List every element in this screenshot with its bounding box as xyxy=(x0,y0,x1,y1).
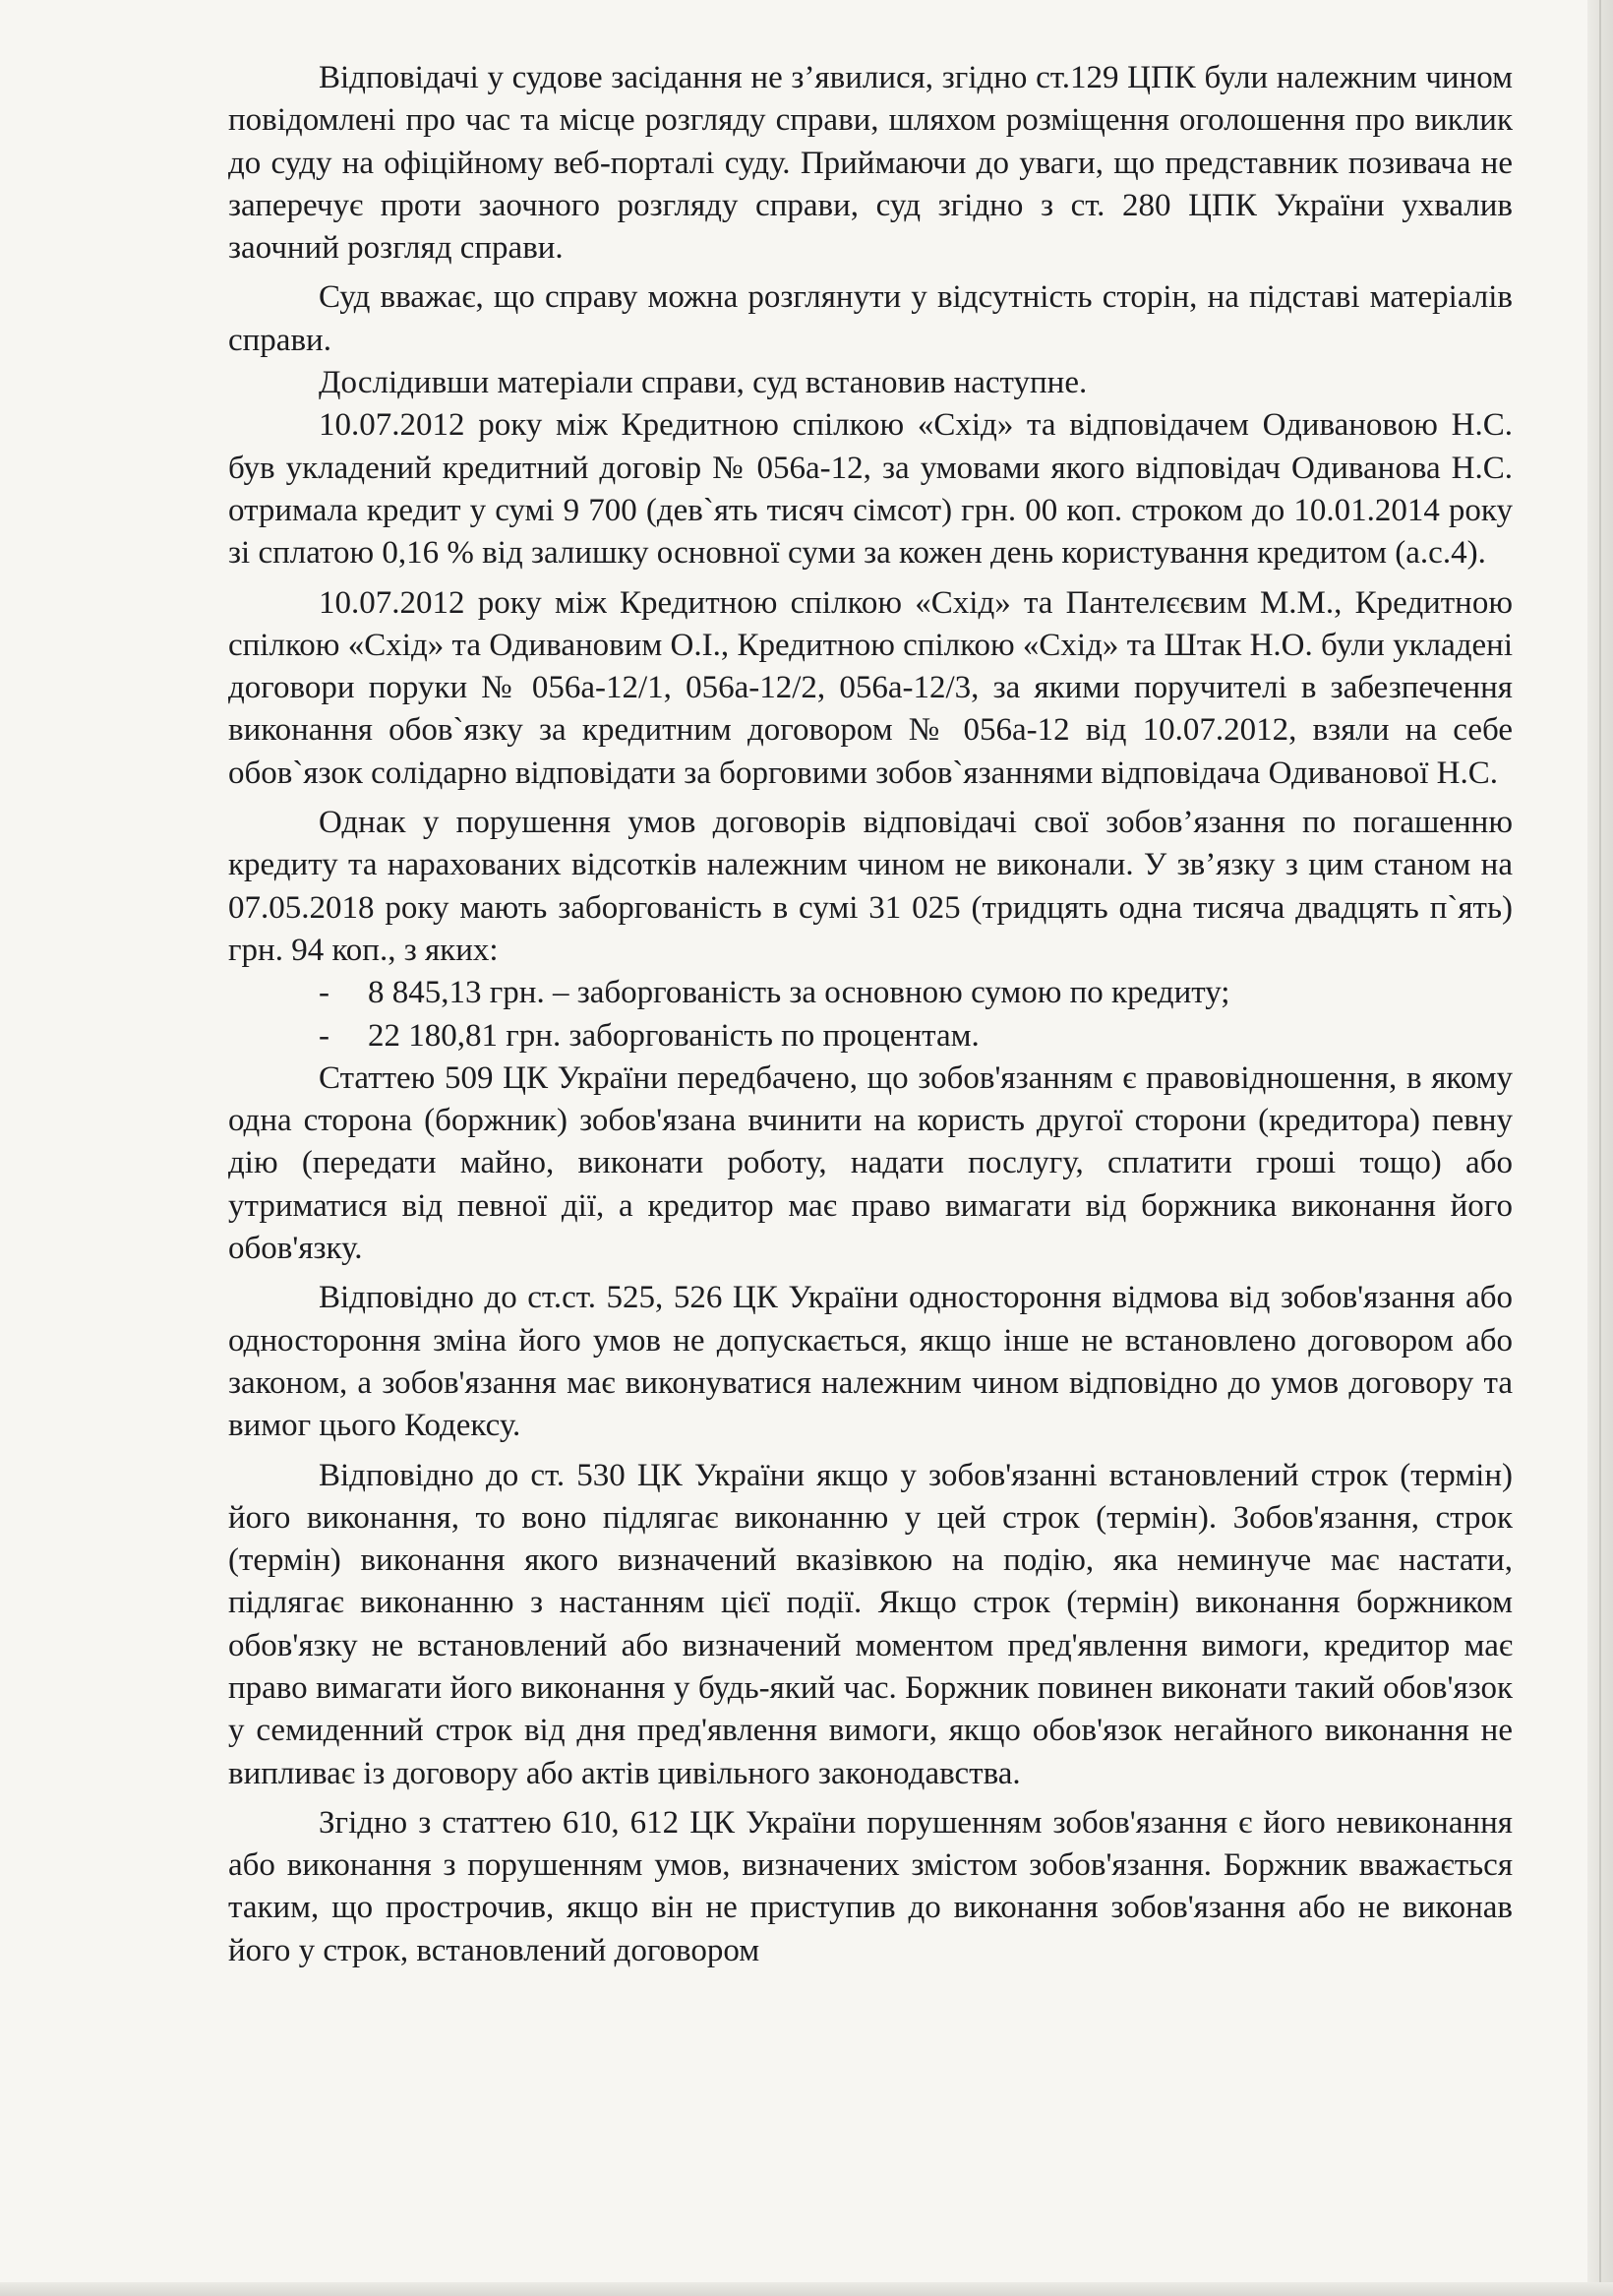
bullet-marker: - xyxy=(319,975,329,1011)
document-body xyxy=(228,57,1513,1972)
paragraph-debt: Однак у порушення умов договорів відповідачі свої зобов’язання по погашенню кредиту та нарахованих відсотків належним чином не виконали. У зв’язку з цим станом на 07.05.2018 року мають заборгованість в сумі 31 025 (тридцять одна тисяча двадцять п`ять) грн. 94 коп., з яких: xyxy=(228,805,1513,968)
bullet-marker: - xyxy=(319,1017,329,1054)
list-item-text: 8 845,13 грн. – заборгованість за основною сумою по кредиту; xyxy=(368,975,1230,1011)
list-item xyxy=(228,1015,1513,1057)
page-edge-bottom xyxy=(0,2282,1613,2296)
paragraph-articles-610-612: Згідно з статтею 610, 612 ЦК України порушенням зобов'язання є його невиконання або виконання з порушенням умов, визначених змістом зобов'язання. Боржник вважається таким, що прострочив, якщо він не приступив до виконання зобов'язання або не виконав його у строк, встановлений договором xyxy=(228,1804,1513,1968)
list-item xyxy=(228,972,1513,1014)
paragraph-court-considers: Суд вважає, що справу можна розглянути у відсутність сторін, на підставі матеріалів справи. xyxy=(228,279,1513,358)
list-item-text: 22 180,81 грн. заборгованість по процентам. xyxy=(368,1017,980,1054)
paragraph-articles-525-526: Відповідно до ст.ст. 525, 526 ЦК України одностороння відмова від зобов'язання або одностороння зміна його умов не допускається, якщо інше не встановлено договором або законом, а зобов'язання має виконуватися належним чином відповідно до умов договору та вимог цього Кодексу. xyxy=(228,1280,1513,1444)
paragraph-article-530: Відповідно до ст. 530 ЦК України якщо у зобов'язанні встановлений строк (термін) його виконання, то воно підлягає виконанню у цей строк (термін). Зобов'язання, строк (термін) виконання якого визначений вказівкою на подію, яка неминуче має настати, підлягає виконанню з настанням цієї події. Якщо строк (термін) виконання боржником обов'язку не встановлений або визначений моментом пред'явлення вимоги, кредитор має право вимагати його виконання у будь-який час. Боржник повинен виконати такий обов'язок у семиденний строк від дня пред'явлення вимоги, якщо обов'язок негайного виконання не випливає із договору або актів цивільного законодавства. xyxy=(228,1457,1513,1791)
paragraph-credit-agreement: 10.07.2012 року між Кредитною спілкою «Схід» та відповідачем Одивановою Н.С. був укладений кредитний договір № 056а-12, за умовами якого відповідач Одиванова Н.С. отримала кредит у сумі 9 700 (дев`ять тисяч сімсот) грн. 00 коп. строком до 10.01.2014 року зі сплатою 0,16 % від залишку основної суми за кожен день користування кредитом (а.с.4). xyxy=(228,407,1513,572)
page-edge-line xyxy=(1599,0,1601,2296)
paragraph-surety-agreements: 10.07.2012 року між Кредитною спілкою «Схід» та Пантелєєвим М.М., Кредитною спілкою «Схід» та Одивановим О.І., Кредитною спілкою «Схід» та Штак Н.О. були укладені договори поруки № 056а-12/1, 056а-12/2, 056а-12/3, за якими поручителі в забезпечення виконання обов`язку за кредитним договором № 056а-12 від 10.07.2012, взяли на себе обов`язок солідарно відповідати за борговими зобов`язаннями відповідача Одиванової Н.С. xyxy=(228,584,1513,791)
paragraph-article-509: Статтею 509 ЦК України передбачено, що зобов'язанням є правовідношення, в якому одна сторона (боржник) зобов'язана вчинити на користь другої сторони (кредитора) певну дію (передати майно, виконати роботу, надати послугу, сплатити гроші тощо) або утриматися від певної дії, а кредитор має право вимагати від боржника виконання його обов'язку. xyxy=(228,1059,1513,1267)
debt-breakdown-list xyxy=(228,972,1513,1057)
paragraph-defendants-absent: Відповідачі у судове засідання не з’явилися, згідно ст.129 ЦПК були належним чином повідомлені про час та місце розгляду справи, шляхом розміщення оголошення про виклик до суду на офіційному веб-порталі суду. Приймаючи до уваги, що представник позивача не заперечує проти заочного розгляду справи, суд згідно з ст. 280 ЦПК України ухвалив заочний розгляд справи. xyxy=(228,60,1513,267)
paragraph-court-established: Дослідивши матеріали справи, суд встановив наступне. xyxy=(319,365,1088,401)
